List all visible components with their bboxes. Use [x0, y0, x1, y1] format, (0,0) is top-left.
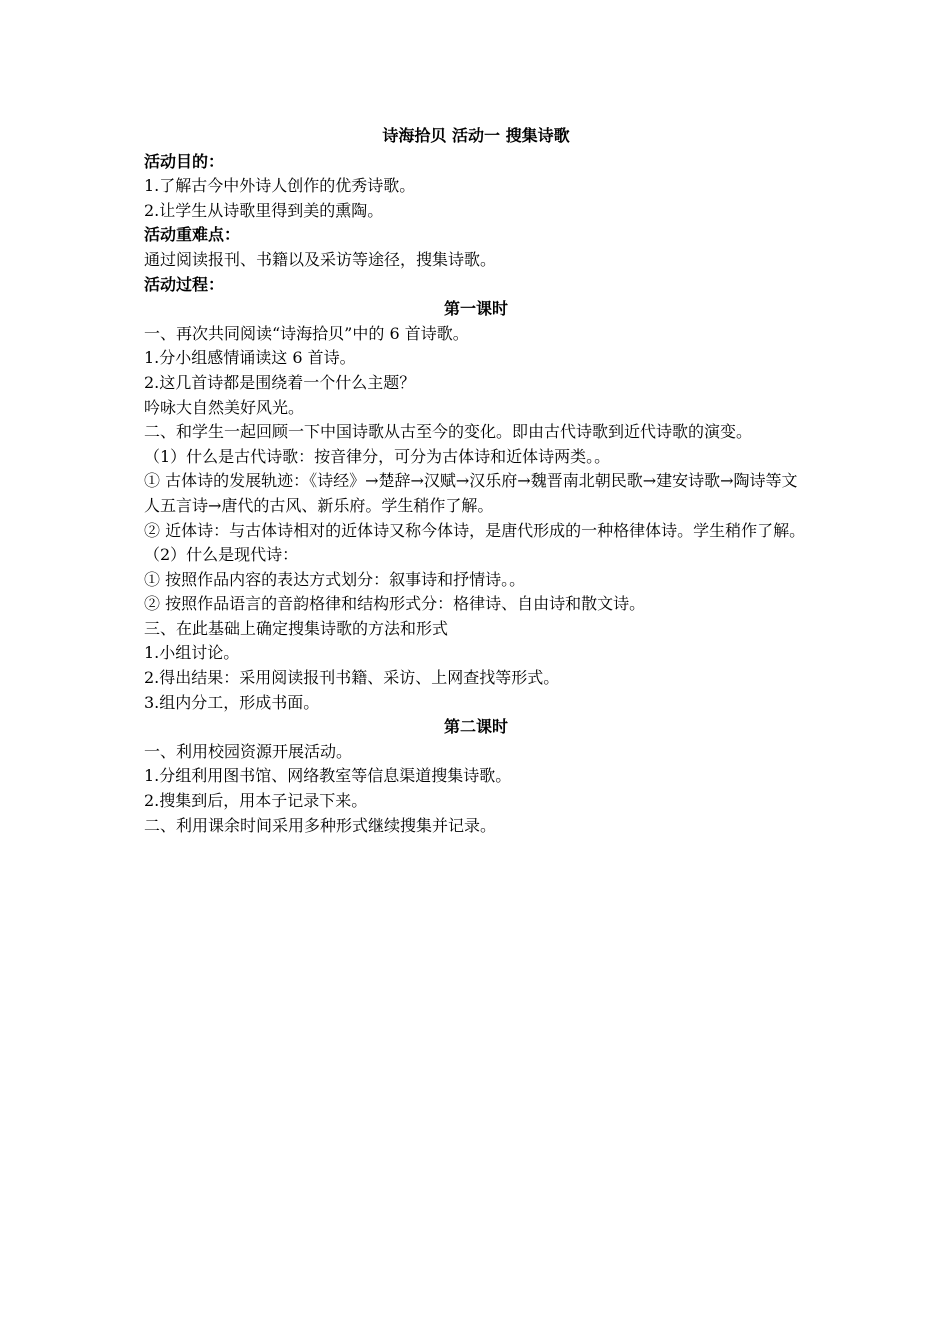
lesson2-line: 一、利用校园资源开展活动。 [144, 741, 353, 761]
objective-item: 2.让学生从诗歌里得到美的熏陶。 [144, 200, 384, 220]
lesson1-line: 三、在此基础上确定搜集诗歌的方法和形式 [144, 618, 449, 638]
lesson1-line: 吟咏大自然美好风光。 [144, 397, 305, 417]
objective-item: 1.了解古今中外诗人创作的优秀诗歌。 [144, 176, 416, 196]
lesson1-line: 2.得出结果：采用阅读报刊书籍、采访、上网查找等形式。 [144, 668, 560, 688]
lesson1-line: ① 古体诗的发展轨迹：《诗经》→楚辞→汉赋→汉乐府→魏晋南北朝民歌→建安诗歌→陶诗等文人五言诗→唐代的古风、新乐府。学生稍作了解。 [144, 471, 798, 515]
document-page [144, 124, 808, 838]
lesson2-title: 第二课时 [443, 717, 508, 737]
lesson1-line: 1.分小组感情诵读这 6 首诗。 [144, 348, 356, 368]
key-point-item: 通过阅读报刊、书籍以及采访等途径，搜集诗歌。 [144, 249, 497, 269]
lesson1-line: 二、和学生一起回顾一下中国诗歌从古至今的变化。即由古代诗歌到近代诗歌的演变。 [144, 422, 753, 442]
document-title: 诗海拾贝 活动一 搜集诗歌 [382, 126, 570, 145]
lesson2-line: 1.分组利用图书馆、网络教室等信息渠道搜集诗歌。 [144, 766, 512, 786]
lesson2-line: 2.搜集到后，用本子记录下来。 [144, 791, 368, 811]
process-heading: 活动过程： [144, 274, 225, 294]
lesson2-line: 二、利用课余时间采用多种形式继续搜集并记录。 [144, 815, 497, 835]
lesson1-line: 2.这几首诗都是围绕着一个什么主题？ [144, 372, 416, 392]
lesson1-line: ① 按照作品内容的表达方式划分：叙事诗和抒情诗。。 [144, 569, 526, 589]
lesson1-line: 一、再次共同阅读“诗海拾贝”中的 6 首诗歌。 [144, 323, 469, 343]
lesson1-line: ② 近体诗：与古体诗相对的近体诗又称今体诗，是唐代形成的一种格律体诗。学生稍作了解。 [144, 520, 806, 540]
key-points-heading: 活动重难点： [144, 225, 241, 245]
lesson1-title: 第一课时 [443, 299, 508, 319]
lesson1-line: （2）什么是现代诗： [144, 545, 299, 565]
lesson1-line: 1.小组讨论。 [144, 643, 240, 663]
lesson1-line: ② 按照作品语言的音韵格律和结构形式分：格律诗、自由诗和散文诗。 [144, 594, 646, 614]
lesson1-line: 3.组内分工，形成书面。 [144, 692, 320, 712]
objectives-heading: 活动目的： [144, 151, 225, 171]
lesson1-line: （1）什么是古代诗歌：按音律分，可分为古体诗和近体诗两类。。 [144, 446, 611, 466]
